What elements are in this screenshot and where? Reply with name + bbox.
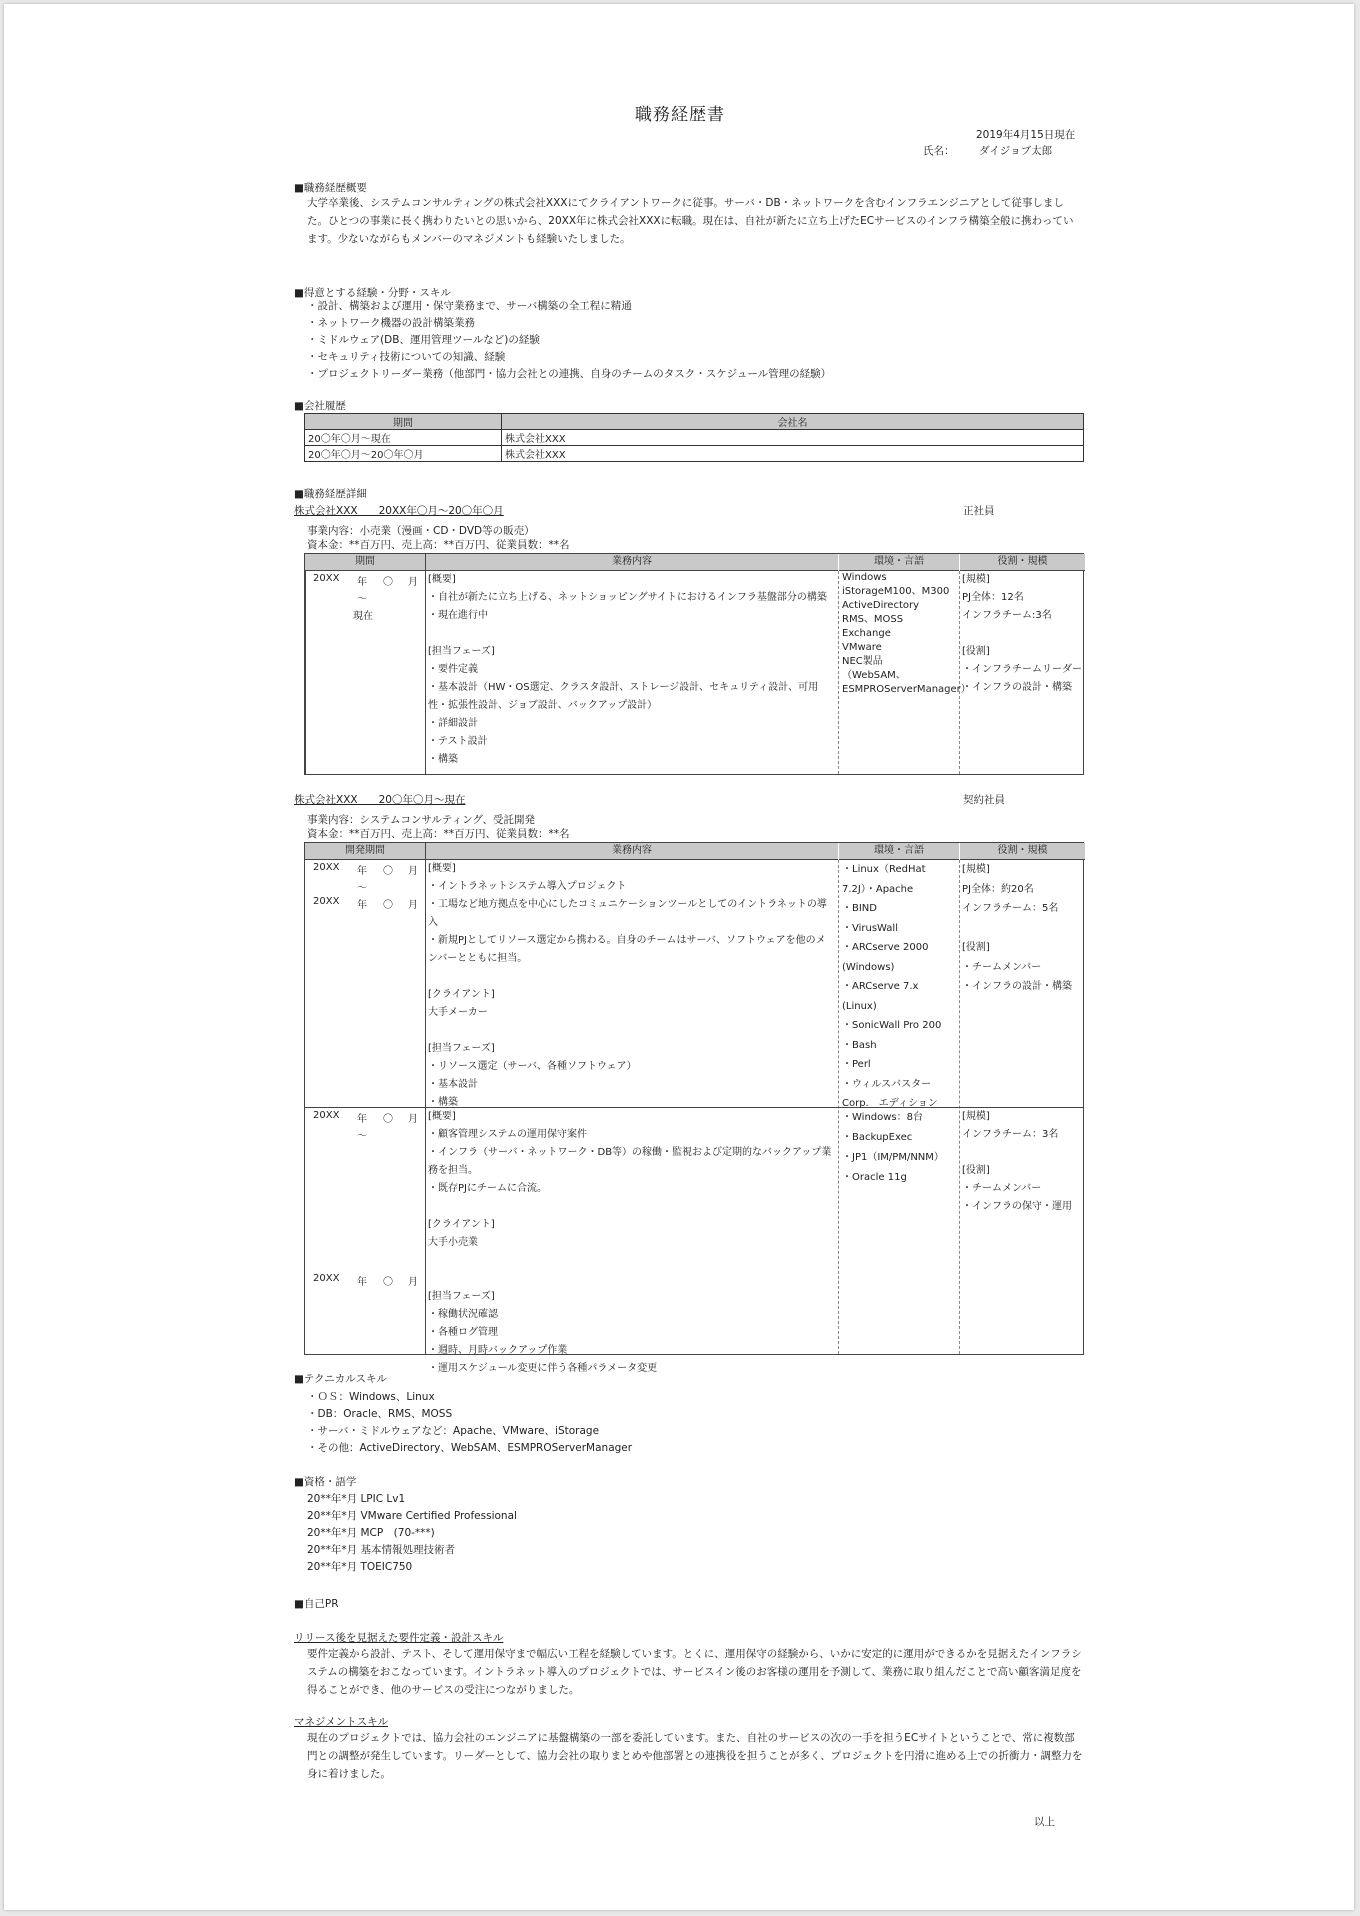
quals-heading: ■資格・語学 bbox=[294, 1476, 357, 1488]
history-heading: ■会社履歴 bbox=[294, 400, 346, 412]
company1-table bbox=[304, 553, 1084, 775]
c1-period-grid bbox=[305, 571, 306, 774]
c1-col-role: 役割・規模 bbox=[960, 554, 1085, 571]
c2-p2-year: 20XX bbox=[313, 1110, 340, 1121]
tech-item: ・ＯＳ：Windows、Linux bbox=[307, 1391, 435, 1403]
c1-col-env: 環境・言語 bbox=[839, 554, 959, 571]
c1-work: [概要] ・自社が新たに立ち上げる、ネットショッピングサイトにおけるインフラ基盤部分の構築 ・現在進行中 [担当フェーズ] ・要件定義 ・基本設計（HW・OS選定、クラスタ設計、ストレージ設計、セキュリティ設計、可用性・拡張性設計、ジョブ設計、バックアップ設計） ・詳細設計 ・テスト設計 ・構築 bbox=[428, 574, 827, 765]
pr-heading: ■自己PR bbox=[294, 1598, 339, 1610]
c2-p1-work: [概要] ・イントラネットシステム導入プロジェクト ・工場など地方拠点を中心にしたコミュニケーションツールとしてのイントラネットの導入 ・新規PJとしてリソース選定から携わる。自身のチームはサーバ、ソフトウェアを他のメンバーとともに担当。 [クライアント] 大手メーカー [担当フェーズ] ・リソース選定（サーバ、各種ソフトウェア） ・基本設計 ・構築 bbox=[428, 863, 827, 1108]
doc-date: 2019年4月15日現在 bbox=[976, 129, 1076, 141]
company2-table bbox=[304, 842, 1084, 1374]
tech-item: ・DB：Oracle、RMS、MOSS bbox=[307, 1408, 453, 1420]
document-page bbox=[4, 4, 1354, 1910]
end-mark: 以上 bbox=[1034, 1816, 1055, 1828]
c2-p1-tilde: ～ bbox=[357, 883, 367, 894]
history-company: 株式会社XXX bbox=[502, 446, 1084, 462]
c1-env: Windows iStorageM100、M300 ActiveDirectory RMS、MOSS Exchange VMware NEC製品 （WebSAM、 ESMPROServerManager） bbox=[842, 572, 971, 695]
name-value: ダイジョブ太郎 bbox=[979, 145, 1053, 157]
summary-text: 大学卒業後、システムコンサルティングの株式会社XXXにてクライアントワークに従事。サーバ・DB・ネットワークを含むインフラエンジニアとして従事しました。ひとつの事業に長く携わりたいとの思いから、20XX年に株式会社XXXに転職。現在は、自社が新たに立ち上げたECサービスのインフラ構築全般に携わっています。少ないながらもメンバーのマネジメントも経験いたしました。 bbox=[307, 197, 1074, 245]
c2-col-role: 役割・規模 bbox=[960, 843, 1085, 860]
company2-capital: 資本金：**百万円、売上高：**百万円、従業員数：**名 bbox=[307, 828, 570, 840]
doc-title: 職務経歴書 bbox=[635, 105, 725, 125]
c1-period-maru: 〇 bbox=[383, 577, 393, 588]
history-col-period: 期間 bbox=[305, 414, 502, 430]
skill-item: ・設計、構築および運用・保守業務まで、サーバ構築の全工程に精通 bbox=[307, 300, 632, 312]
skills-heading: ■得意とする経験・分野・スキル bbox=[294, 287, 451, 299]
c2-col-work: 業務内容 bbox=[426, 843, 838, 860]
name-label: 氏名： bbox=[923, 145, 955, 157]
table-row bbox=[305, 446, 1084, 462]
c2-col-env: 環境・言語 bbox=[839, 843, 959, 860]
c2-p2-end-maru: 〇 bbox=[383, 1277, 393, 1288]
c2-p1-maru: 〇 bbox=[383, 866, 393, 877]
company1-business: 事業内容：小売業（漫画・CD・DVD等の販売） bbox=[307, 525, 535, 537]
c2-p2-end-year: 20XX bbox=[313, 1273, 340, 1284]
history-table bbox=[304, 413, 1084, 462]
skill-item: ・セキュリティ技術についての知識、経験 bbox=[307, 351, 506, 363]
company1-type: 正社員 bbox=[963, 505, 995, 517]
skills-list bbox=[307, 298, 831, 383]
qual-item: 20**年*月 MCP (70-***) bbox=[307, 1527, 435, 1539]
company2-name: 株式会社XXX 20〇年〇月～現在 bbox=[294, 794, 466, 806]
quals-list bbox=[307, 1491, 517, 1576]
pr-title-2: マネジメントスキル bbox=[294, 1716, 388, 1728]
c2-p1-end-year: 20XX bbox=[313, 896, 340, 907]
c2-col-period: 開発期間 bbox=[305, 843, 425, 860]
c2-p1-role: [規模] PJ全体：約20名 インフラチーム：5名 [役割] ・チームメンバー ・インフラの設計・構築 bbox=[962, 864, 1072, 992]
history-period: 20〇年〇月～現在 bbox=[305, 430, 502, 446]
skill-item: ・ネットワーク機器の設計構築業務 bbox=[307, 317, 475, 329]
c2-p1-nen: 年 bbox=[357, 866, 367, 877]
c1-period-now: 現在 bbox=[353, 611, 373, 622]
company1-name: 株式会社XXX 20XX年〇月～20〇年〇月 bbox=[294, 505, 504, 517]
tech-list bbox=[307, 1389, 632, 1457]
qual-item: 20**年*月 LPIC Lv1 bbox=[307, 1493, 406, 1505]
history-period: 20〇年〇月～20〇年〇月 bbox=[305, 446, 502, 462]
c1-period-year: 20XX bbox=[313, 573, 340, 584]
c2-p2-maru: 〇 bbox=[383, 1114, 393, 1125]
c2-p1-tsuki: 月 bbox=[408, 866, 418, 877]
table-row bbox=[305, 430, 1084, 446]
c1-col-period: 期間 bbox=[305, 554, 425, 571]
c1-period-tilde: ～ bbox=[357, 594, 367, 605]
c2-p2-work: [概要] ・顧客管理システムの運用保守案件 ・インフラ（サーバ・ネットワーク・DB等）の稼働・監視および定期的なバックアップ業務を担当。 ・既存PJにチームに合流。 [クライアント] 大手小売業 [担当フェーズ] ・稼働状況確認 ・各種ログ管理 ・週時、月時バックアップ作業 ・運用スケジュール変更に伴う各種パラメータ変更 bbox=[428, 1111, 832, 1374]
tech-heading: ■テクニカルスキル bbox=[294, 1373, 387, 1385]
c1-period-nen: 年 bbox=[357, 577, 367, 588]
company2-business: 事業内容：システムコンサルティング、受託開発 bbox=[307, 814, 535, 826]
c2-p1-env: ・Linux（RedHat 7.2J）・Apache ・BIND ・VirusWall ・ARCserve 2000 (Windows) ・ARCserve 7.x (Linux) ・SonicWall Pro 200 ・Bash ・Perl ・ウィルスバスター Corp. エディション bbox=[842, 864, 942, 1109]
pr-title-1: リリース後を見据えた要件定義・設計スキル bbox=[294, 1632, 504, 1644]
c2-p1-end-nen: 年 bbox=[357, 900, 367, 911]
c1-period-tsuki: 月 bbox=[408, 577, 418, 588]
company1-capital: 資本金：**百万円、売上高：**百万円、従業員数：**名 bbox=[307, 539, 570, 551]
c2-p2-role: [規模] インフラチーム：3名 [役割] ・チームメンバー ・インフラの保守・運用 bbox=[962, 1111, 1072, 1212]
pr-text-2: 現在のプロジェクトでは、協力会社のエンジニアに基盤構築の一部を委託しています。また、自社のサービスの次の一手を担うECサイトということで、常に複数部門との調整が発生しています。リーダーとして、協力会社の取りまとめや他部署との連携役を担うことが多く、プロジェクトを円滑に進める上での折衝力・調整力を身に着けました。 bbox=[307, 1732, 1083, 1780]
tech-item: ・サーバ・ミドルウェアなど：Apache、VMware、iStorage bbox=[307, 1425, 600, 1437]
c2-p2-end-tsuki: 月 bbox=[408, 1277, 418, 1288]
c1-role: [規模] PJ全体：12名 インフラチーム:3名 [役割] ・インフラチームリーダー ・インフラの設計・構築 bbox=[962, 574, 1082, 693]
detail-heading: ■職務経歴詳細 bbox=[294, 488, 367, 500]
c2-p1-end-tsuki: 月 bbox=[408, 900, 418, 911]
c2-p2-nen: 年 bbox=[357, 1114, 367, 1125]
c2-p2-tilde: ～ bbox=[357, 1131, 367, 1142]
c1-col-work: 業務内容 bbox=[426, 554, 838, 571]
skill-item: ・ミドルウェア(DB、運用管理ツールなど)の経験 bbox=[307, 334, 540, 346]
history-company: 株式会社XXX bbox=[502, 430, 1084, 446]
skill-item: ・プロジェクトリーダー業務（他部門・協力会社との連携、自身のチームのタスク・スケジュール管理の経験） bbox=[307, 368, 832, 380]
tech-item: ・その他：ActiveDirectory、WebSAM、ESMPROServerManager bbox=[307, 1442, 633, 1454]
c2-p1-year: 20XX bbox=[313, 862, 340, 873]
pr-text-1: 要件定義から設計、テスト、そして運用保守まで幅広い工程を経験しています。とくに、運用保守の経験から、いかに安定的に運用ができるかを見据えたインフラシステムの構築をおこなっています。イントラネット導入のプロジェクトでは、サービスイン後のお客様の運用を予測して、業務に取り組んだことで高い顧客満足度を得ることができ、他のサービスの受注につながりました。 bbox=[307, 1648, 1082, 1696]
c2-p2-end-nen: 年 bbox=[357, 1277, 367, 1288]
c2-p2-tsuki: 月 bbox=[408, 1114, 418, 1125]
qual-item: 20**年*月 TOEIC750 bbox=[307, 1561, 413, 1573]
c2-p2-env: ・Windows：8台 ・BackupExec ・JP1（IM/PM/NNM） ・Oracle 11g bbox=[842, 1112, 944, 1183]
summary-heading: ■職務経歴概要 bbox=[294, 182, 367, 194]
company2-type: 契約社員 bbox=[963, 794, 1005, 806]
history-col-company: 会社名 bbox=[502, 414, 1084, 430]
qual-item: 20**年*月 VMware Certified Professional bbox=[307, 1510, 517, 1522]
qual-item: 20**年*月 基本情報処理技術者 bbox=[307, 1544, 455, 1556]
c2-p1-end-maru: 〇 bbox=[383, 900, 393, 911]
